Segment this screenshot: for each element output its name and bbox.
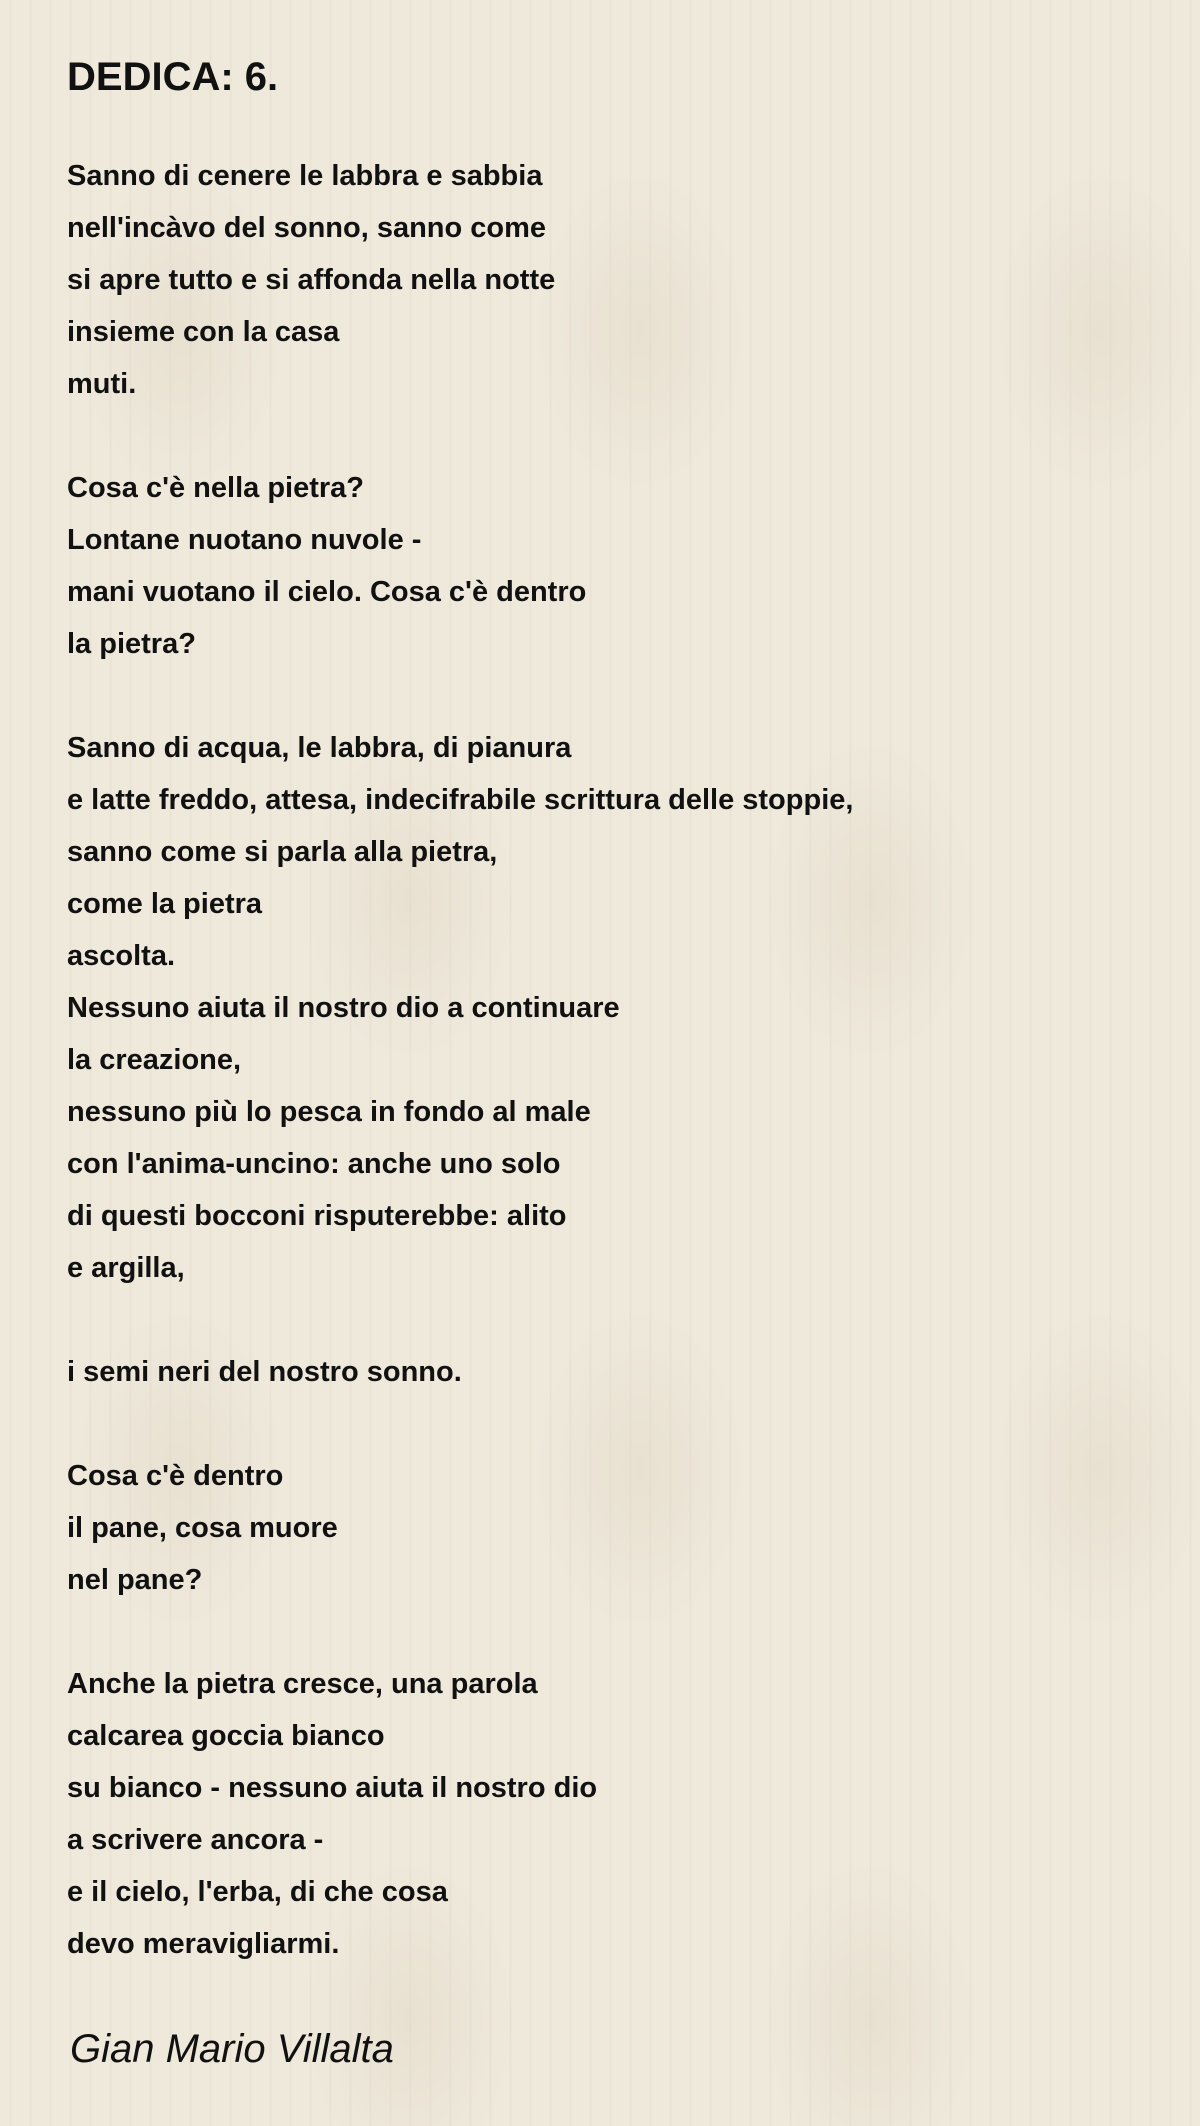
poem-line: di questi bocconi risputerebbe: alito	[67, 1200, 567, 1232]
poem-line: ascolta.	[67, 940, 175, 972]
poem-line: insieme con la casa	[67, 316, 340, 348]
poem-line: Nessuno aiuta il nostro dio a continuare	[67, 992, 620, 1024]
stanza-break	[67, 670, 1167, 722]
stanza-break	[67, 1606, 1167, 1658]
poem-line: Sanno di cenere le labbra e sabbia	[67, 160, 543, 192]
poem-line: nell'incàvo del sonno, sanno come	[67, 212, 547, 244]
poem-line: su bianco - nessuno aiuta il nostro dio	[67, 1772, 598, 1804]
poem-line: a scrivere ancora -	[67, 1824, 324, 1856]
poem-line: sanno come si parla alla pietra,	[67, 836, 498, 868]
poem-line: Cosa c'è nella pietra?	[67, 472, 365, 504]
poem-line: calcarea goccia bianco	[67, 1720, 385, 1752]
poem-line: si apre tutto e si affonda nella notte	[67, 264, 556, 296]
poem-line: nel pane?	[67, 1564, 203, 1596]
stanza-break	[67, 410, 1167, 462]
poem-line: Anche la pietra cresce, una parola	[67, 1668, 538, 1700]
poem-line: e latte freddo, attesa, indecifrabile scrittura delle stoppie,	[67, 784, 854, 816]
poem-title: DEDICA: 6.	[67, 55, 279, 99]
stanza-break	[67, 1398, 1167, 1450]
poem-line: il pane, cosa muore	[67, 1512, 338, 1544]
poem-line: e argilla,	[67, 1252, 185, 1284]
poem-body	[67, 150, 1167, 1970]
poem-line: con l'anima-uncino: anche uno solo	[67, 1148, 561, 1180]
poem-line: devo meravigliarmi.	[67, 1928, 340, 1960]
poem-line: muti.	[67, 368, 137, 400]
stanza-break	[67, 1294, 1167, 1346]
poem-line: mani vuotano il cielo. Cosa c'è dentro	[67, 576, 587, 608]
poem-line: e il cielo, l'erba, di che cosa	[67, 1876, 448, 1908]
poem-line: come la pietra	[67, 888, 263, 920]
poem-line: i semi neri del nostro sonno.	[67, 1356, 462, 1388]
author-name: Gian Mario Villalta	[70, 2027, 394, 2071]
poem-line: nessuno più lo pesca in fondo al male	[67, 1096, 591, 1128]
poem-line: Lontane nuotano nuvole -	[67, 524, 422, 556]
poem-line: Sanno di acqua, le labbra, di pianura	[67, 732, 572, 764]
poem-line: la pietra?	[67, 628, 196, 660]
poem-line: la creazione,	[67, 1044, 242, 1076]
poem-line: Cosa c'è dentro	[67, 1460, 284, 1492]
